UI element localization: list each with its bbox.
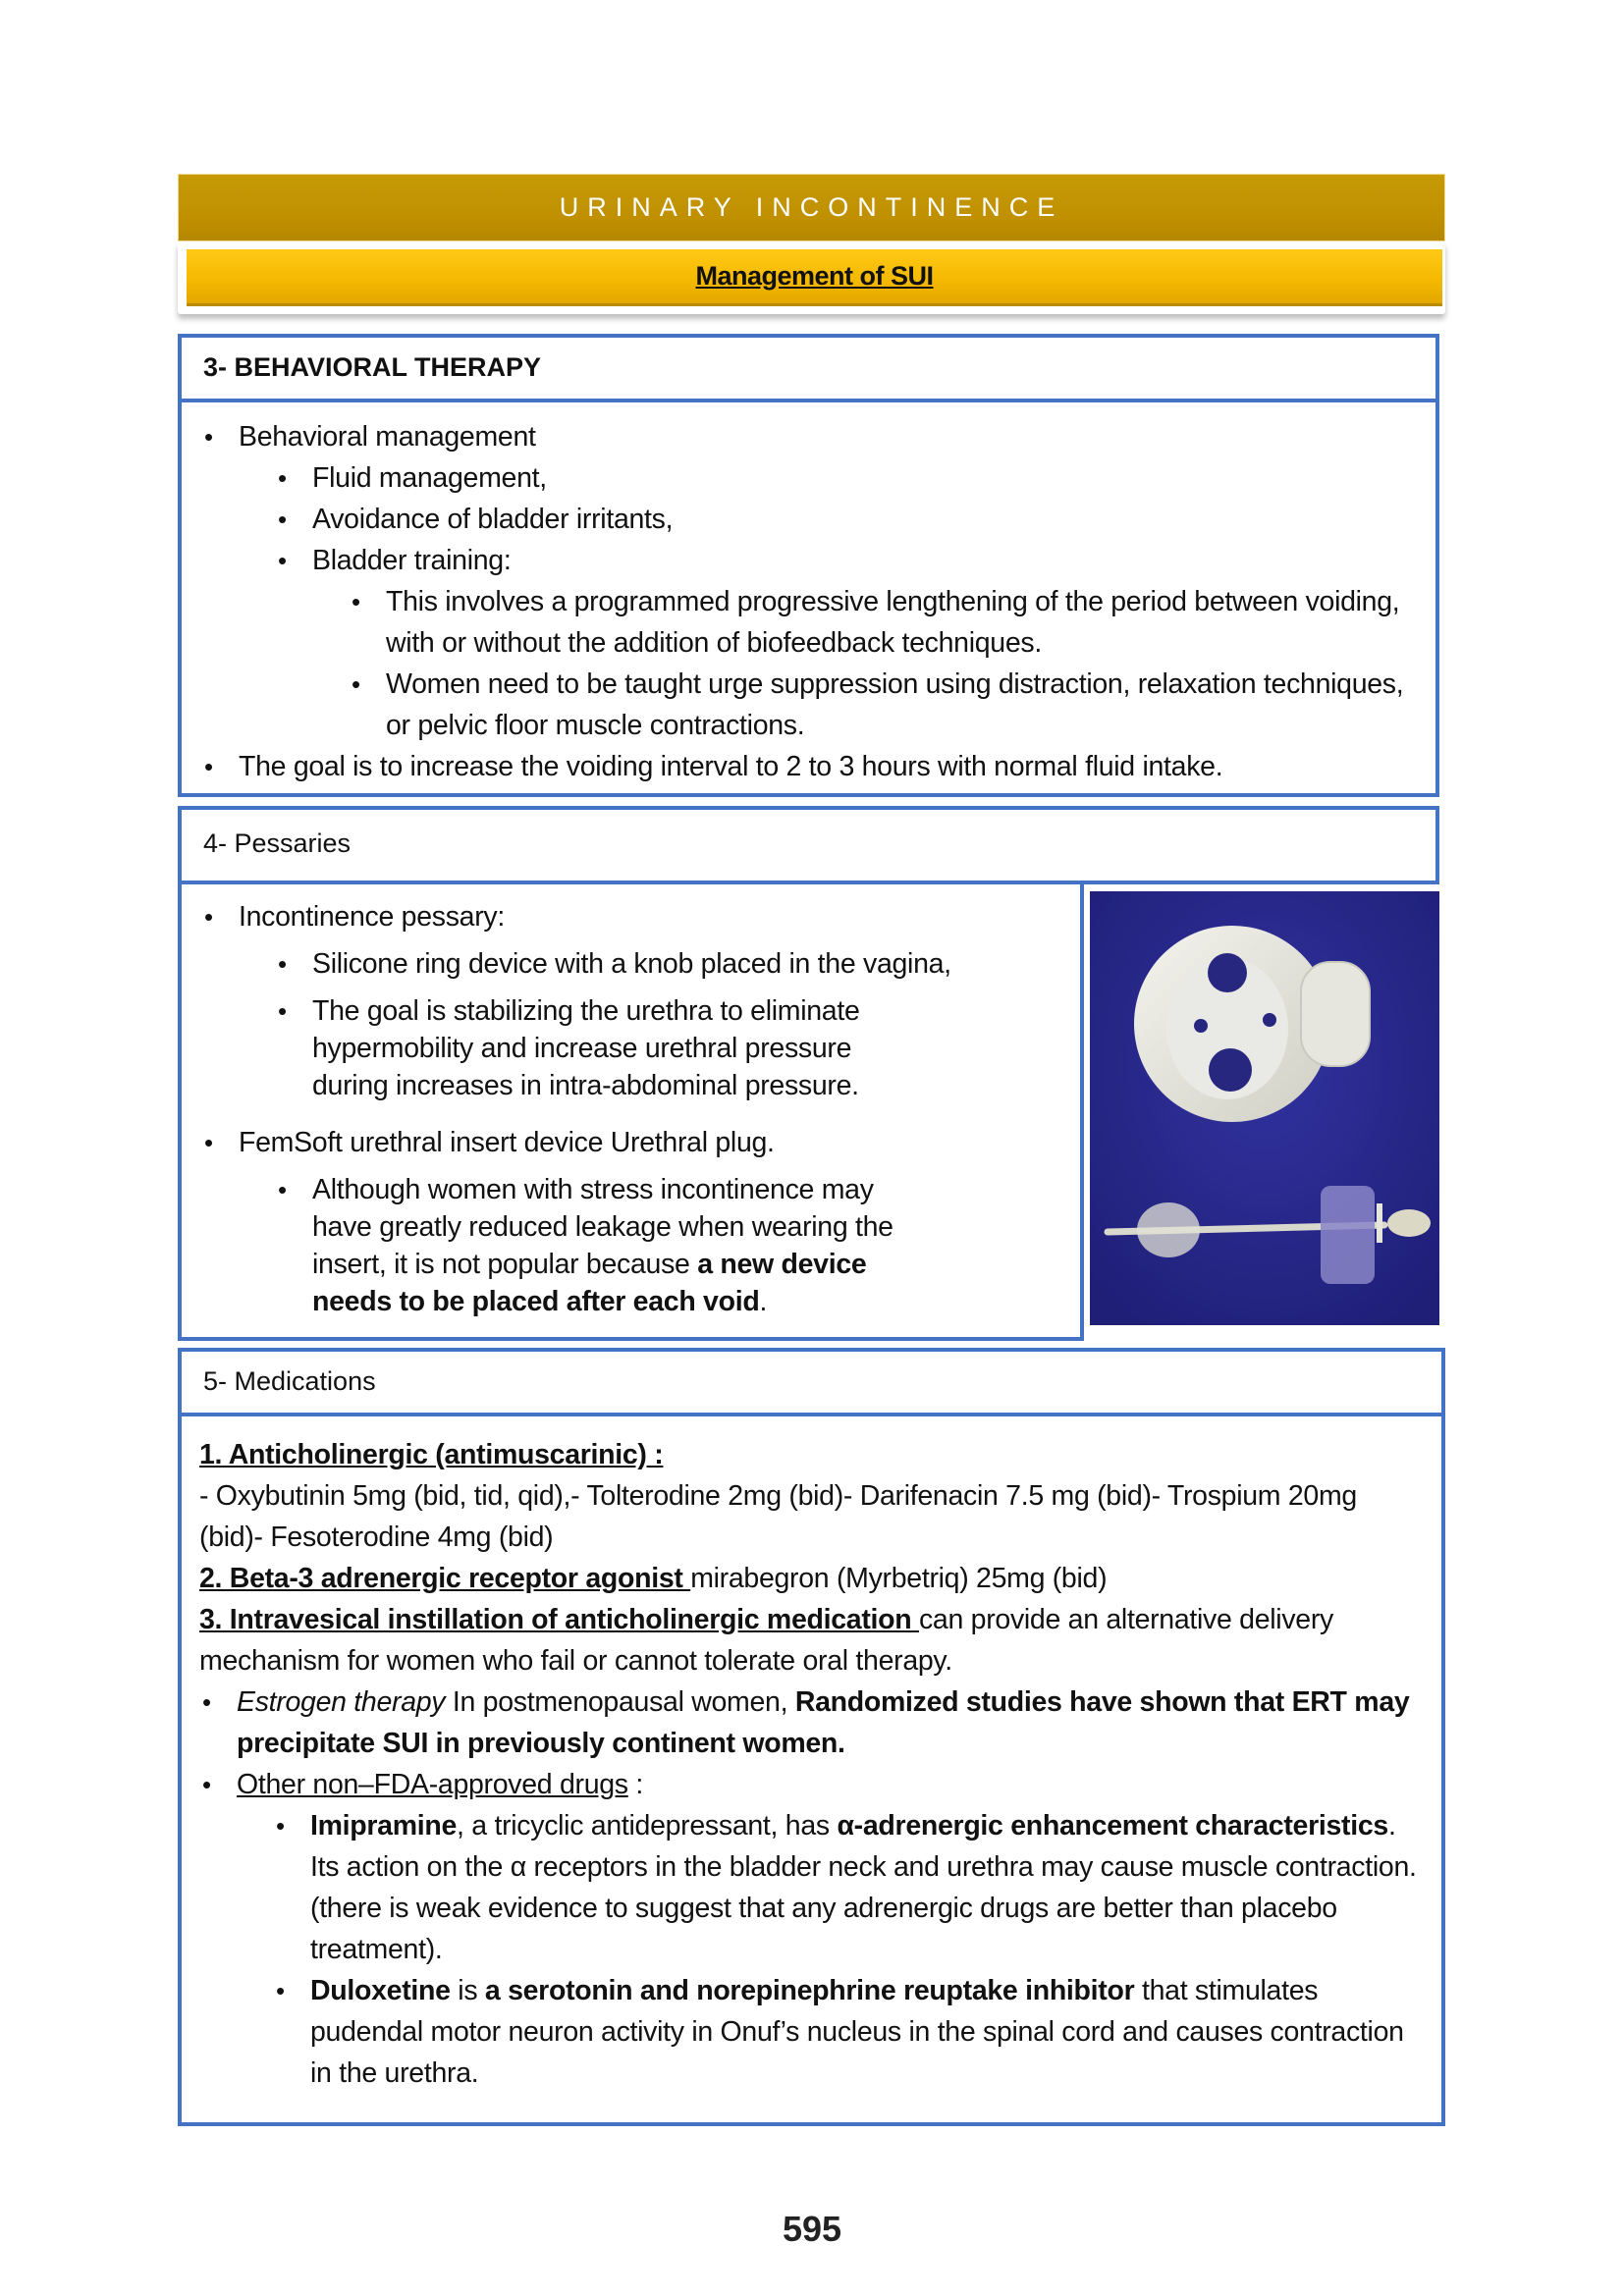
medications-content-box [178, 1413, 1445, 2126]
list-item: • Although women with stress incontinence may have greatly reduced leakage when wearing the insert, it is not popular because a new device needs to be placed after each void. [201, 1171, 931, 1320]
behavioral-title-box [178, 334, 1439, 402]
section-title: Management of SUI [695, 261, 934, 291]
chapter-banner [178, 174, 1445, 241]
behavioral-heading: 3- BEHAVIORAL THERAPY [203, 352, 542, 382]
list-item: • Avoidance of bladder irritants, [201, 499, 1404, 540]
duloxetine-item: • Duloxetine is a serotonin and norepinephrine reuptake inhibitor that stimulates pudendal motor neuron activity in Onuf’s nucleus in the spinal cord and causes contraction in the urethra. [199, 1970, 1417, 2094]
anticholinergic-heading: 1. Anticholinergic (antimuscarinic) : [199, 1439, 664, 1470]
intravesical-line: 3. Intravesical instillation of anticholinergic medication can provide an alternative delivery mechanism for women who fail or cannot tolerate oral therapy. [199, 1604, 1333, 1677]
list-item: • Silicone ring device with a knob placed in the vagina, [201, 945, 1046, 983]
pessary-photo [1090, 891, 1439, 1325]
section-banner [187, 249, 1442, 306]
list-item: • The goal is to increase the voiding interval to 2 to 3 hours with normal fluid intake. [201, 746, 1404, 787]
list-item: • Behavioral management [201, 416, 1404, 457]
other-drugs-item: • Other non–FDA-approved drugs : [199, 1764, 1417, 1805]
beta3-agonist-line: 2. Beta-3 adrenergic receptor agonist mirabegron (Myrbetriq) 25mg (bid) [199, 1563, 1108, 1594]
page-number: 595 [782, 2209, 842, 2249]
pessaries-content-box [178, 881, 1084, 1341]
list-item: • Incontinence pessary: [201, 898, 1046, 935]
medications-heading: 5- Medications [203, 1366, 376, 1396]
pessary-device-illustration [1090, 891, 1439, 1325]
list-item: • This involves a programmed progressive lengthening of the period between voiding, with or without the addition of biofeedback techniques. [201, 581, 1404, 664]
pessaries-title-box [178, 806, 1439, 884]
medications-title-box [178, 1348, 1445, 1416]
list-item: • Bladder training: [201, 540, 1404, 581]
pessaries-heading: 4- Pessaries [203, 828, 352, 858]
behavioral-content-box [178, 399, 1439, 797]
estrogen-therapy-item: • Estrogen therapy In postmenopausal women, Randomized studies have shown that ERT may precipitate SUI in previously continent women. [199, 1682, 1417, 1764]
list-item: • Fluid management, [201, 457, 1404, 499]
list-item: • The goal is stabilizing the urethra to eliminate hypermobility and increase urethral pressure during increases in intra-abdominal pressure. [201, 992, 901, 1104]
list-item: • Women need to be taught urge suppression using distraction, relaxation techniques, or pelvic floor muscle contractions. [201, 664, 1404, 746]
list-item: • FemSoft urethral insert device Urethral plug. [201, 1124, 1046, 1161]
chapter-title: URINARY INCONTINENCE [559, 192, 1064, 222]
imipramine-item: • Imipramine, a tricyclic antidepressant, has α-adrenergic enhancement characteristics. Its action on the α receptors in the bladder neck and urethra may cause muscle contraction. (there is weak evidence to suggest that any adrenergic drugs are better than placebo treatment). [199, 1805, 1417, 1970]
anticholinergic-drug-list: - Oxybutinin 5mg (bid, tid, qid),- Tolterodine 2mg (bid)- Darifenacin 7.5 mg (bid)- Trospium 20mg (bid)- Fesoterodine 4mg (bid) [199, 1480, 1357, 1553]
